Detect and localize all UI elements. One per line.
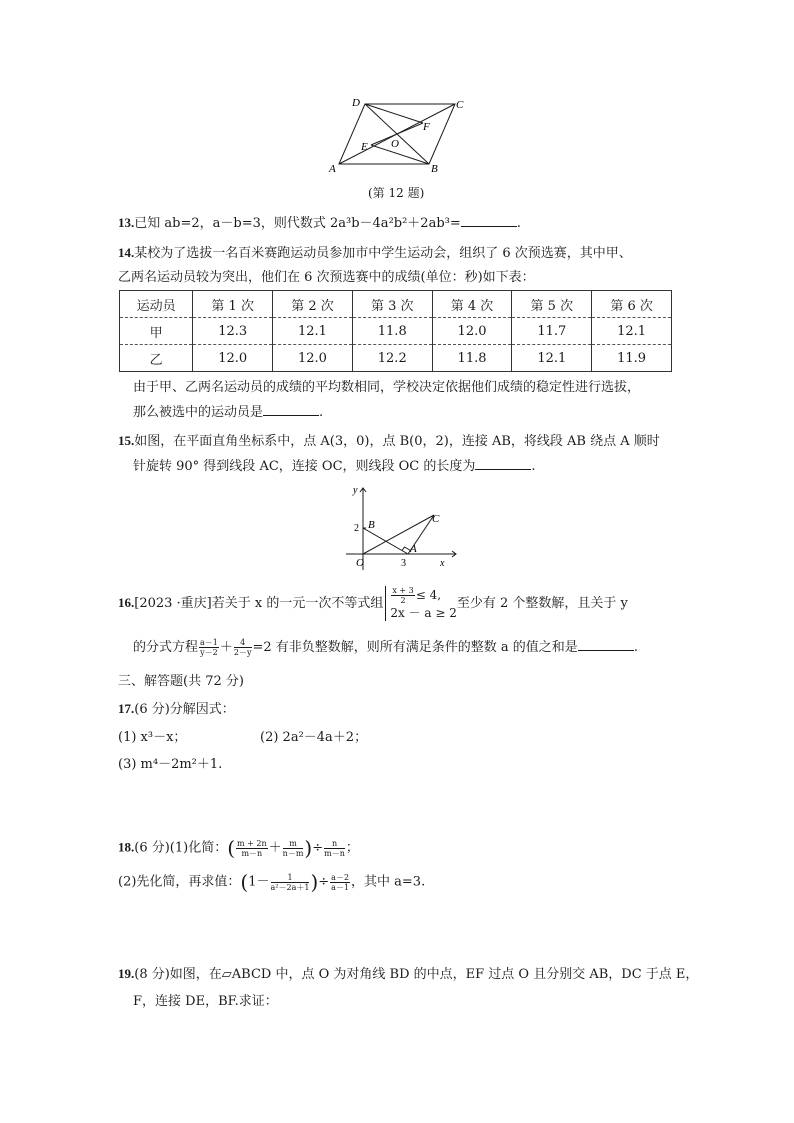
table-header: 第 5 次	[512, 291, 592, 318]
question-17-part-3: (3) m⁴－2m²＋1.	[118, 757, 223, 772]
question-13	[118, 212, 521, 231]
operator: ＋	[219, 640, 233, 655]
table-header: 运动员	[120, 291, 193, 318]
fraction-numerator: m	[283, 839, 304, 849]
question-16-line-2	[133, 636, 638, 657]
inequality-1-rest: ≤ 4,	[415, 588, 442, 602]
fraction-numerator: x + 3	[392, 586, 414, 595]
inequality-system	[385, 586, 457, 621]
table-cell: 12.0	[193, 345, 273, 372]
answer-blank[interactable]	[461, 216, 517, 227]
inequality-2: 2x － a ≥ 2	[390, 606, 457, 620]
question-18-part-1: 18.(6 分)(1)化简：( $\frac{m + 2n}{m-n}$ ＋ $\frac{m}{n-m}$ )÷ $\frac{n}{m-n}$ ；	[118, 836, 359, 860]
fraction	[236, 839, 268, 858]
fraction-numerator: n	[324, 839, 345, 849]
label-B: B	[431, 163, 438, 175]
question-text: 如图，在平面直角坐标系中，点 A(3，0)，点 B(0，2)，连接 AB，将线段 AB 绕点 A 顺时	[134, 434, 660, 449]
question-text: (8 分)如图，在▱ABCD 中，点 O 为对角线 BD 的中点，EF 过点 O 且分别交 AB，DC 于点 E，	[134, 967, 699, 982]
question-text: (6 分)(1)化简：	[134, 840, 228, 856]
fraction-numerator: a－2	[331, 872, 350, 882]
label-E: E	[361, 141, 368, 153]
operator: ÷	[312, 840, 324, 856]
question-number: 18.	[118, 839, 135, 855]
punctuation: .	[633, 640, 638, 655]
table-cell: 12.1	[273, 318, 353, 345]
operator: ＋	[268, 840, 282, 856]
question-text: =2 有非负整数解，则所有满足条件的整数 a 的值之和是	[252, 640, 578, 655]
section-title: 三、解答题(共 72 分)	[118, 674, 244, 689]
punctuation: .	[516, 216, 521, 231]
fraction-denominator: m－n	[241, 848, 263, 858]
fraction	[330, 873, 350, 892]
fraction	[283, 839, 304, 858]
question-19-line-1	[118, 963, 698, 982]
table-cell: 12.1	[512, 345, 592, 372]
table-cell: 11.8	[352, 318, 432, 345]
fraction-numerator: m + 2n	[237, 838, 267, 848]
table-cell: 12.0	[432, 318, 512, 345]
question-17-part-2: (2) 2a²－4a＋2；	[260, 730, 368, 745]
table-header: 第 6 次	[592, 291, 672, 318]
fraction-numerator: 1	[271, 873, 310, 883]
fraction-numerator: 4	[234, 638, 252, 648]
operator: ÷	[318, 874, 330, 890]
table-header: 第 4 次	[432, 291, 512, 318]
question-text: 那么被选中的运动员是	[133, 405, 264, 420]
label-A: A	[329, 163, 336, 175]
coordinate-figure	[340, 482, 460, 574]
table-cell: 12.0	[273, 345, 353, 372]
table-cell: 11.8	[432, 345, 512, 372]
label-C: C	[432, 513, 440, 525]
question-number: 14.	[118, 245, 135, 260]
label-A: A	[410, 543, 417, 555]
fraction-denominator: y－2	[200, 648, 218, 657]
question-16-line-1	[118, 586, 628, 621]
question-15-line-1	[118, 430, 660, 449]
parallelogram-figure	[325, 92, 475, 176]
question-14-line-1	[118, 242, 632, 261]
question-14-line-4	[133, 401, 323, 420]
question-text: [2023 ·重庆]若关于 x 的一元一次不等式组	[134, 596, 384, 611]
question-text: 的分式方程	[133, 640, 199, 655]
fraction-denominator: a－1	[331, 882, 350, 892]
label-D: D	[352, 97, 360, 109]
question-17	[118, 698, 235, 717]
table-cell: 甲	[120, 318, 193, 345]
table-cell: 11.9	[592, 345, 672, 372]
label-C: C	[456, 99, 464, 111]
question-number: 15.	[118, 433, 135, 448]
fraction-numerator: a－1	[200, 638, 218, 647]
expression: 1－	[248, 874, 270, 890]
question-14-line-3: 由于甲、乙两名运动员的成绩的平均数相同，学校决定依据他们成绩的稳定性进行选拔，	[133, 380, 641, 395]
question-text: (6 分)分解因式：	[134, 702, 235, 717]
table-row	[120, 345, 672, 372]
question-text: 某校为了选拔一名百米赛跑运动员参加市中学生运动会，组织了 6 次预选赛，其中甲、	[134, 246, 632, 261]
answer-blank[interactable]	[475, 459, 531, 470]
question-number: 19.	[118, 966, 135, 981]
figure-caption: (第 12 题)	[368, 186, 425, 200]
y-axis-label: y	[353, 485, 358, 496]
label-B: B	[368, 519, 375, 531]
fraction-denominator: m－n	[324, 848, 345, 858]
fraction	[271, 873, 310, 892]
fraction-denominator: 2	[400, 596, 406, 605]
question-text: 至少有 2 个整数解，且关于 y	[456, 596, 628, 611]
table-cell: 12.1	[592, 318, 672, 345]
fraction-denominator: 2－y	[233, 648, 252, 657]
question-18-part-2: (2)先化简，再求值：(1－ $\frac{1}{\text{a²－2a＋1}}$ )÷ $\frac{a-2}{a-1}$ ，其中 a=3.	[118, 870, 426, 894]
fraction-denominator: a²－2a＋1	[270, 882, 310, 892]
table-row	[120, 318, 672, 345]
question-19-line-2: F，连接 DE，BF.求证：	[133, 994, 278, 1009]
question-number: 16.	[118, 595, 135, 610]
punctuation: ；	[345, 840, 359, 856]
label-O: O	[391, 138, 399, 150]
table-cell: 12.3	[193, 318, 273, 345]
question-text: ，其中 a=3.	[351, 874, 426, 890]
fraction	[234, 638, 252, 657]
table-cell: 12.2	[352, 345, 432, 372]
question-15-line-2	[133, 455, 536, 474]
table-header: 第 2 次	[273, 291, 353, 318]
fraction	[324, 839, 345, 858]
punctuation: .	[319, 405, 324, 420]
question-text: (2)先化简，再求值：	[118, 874, 241, 890]
question-text: 已知 ab=2，a－b=3，则代数式 2a³b－4a²b²＋2ab³=	[134, 216, 461, 231]
answer-blank[interactable]	[578, 640, 634, 651]
scores-table	[119, 290, 672, 372]
table-header: 第 3 次	[352, 291, 432, 318]
question-number: 13.	[118, 215, 135, 230]
question-number: 17.	[118, 701, 135, 716]
question-17-part-1: (1) x³－x；	[118, 730, 187, 745]
table-header-row	[120, 291, 672, 318]
question-14-line-2: 乙两名运动员较为突出，他们在 6 次预选赛中的成绩(单位：秒)如下表：	[118, 270, 535, 285]
label-F: F	[423, 121, 430, 133]
label-O: O	[356, 557, 364, 569]
tick-label-2: 2	[354, 523, 359, 534]
answer-blank[interactable]	[263, 405, 319, 416]
fraction-denominator: n－m	[282, 848, 304, 858]
punctuation: .	[531, 459, 536, 474]
table-cell: 11.7	[512, 318, 592, 345]
table-header: 第 1 次	[193, 291, 273, 318]
fraction	[199, 638, 219, 657]
x-axis-label: x	[440, 558, 445, 569]
question-text: 针旋转 90° 得到线段 AC，连接 OC，则线段 OC 的长度为	[133, 459, 476, 474]
tick-label-3: 3	[401, 558, 406, 569]
table-cell: 乙	[120, 345, 193, 372]
